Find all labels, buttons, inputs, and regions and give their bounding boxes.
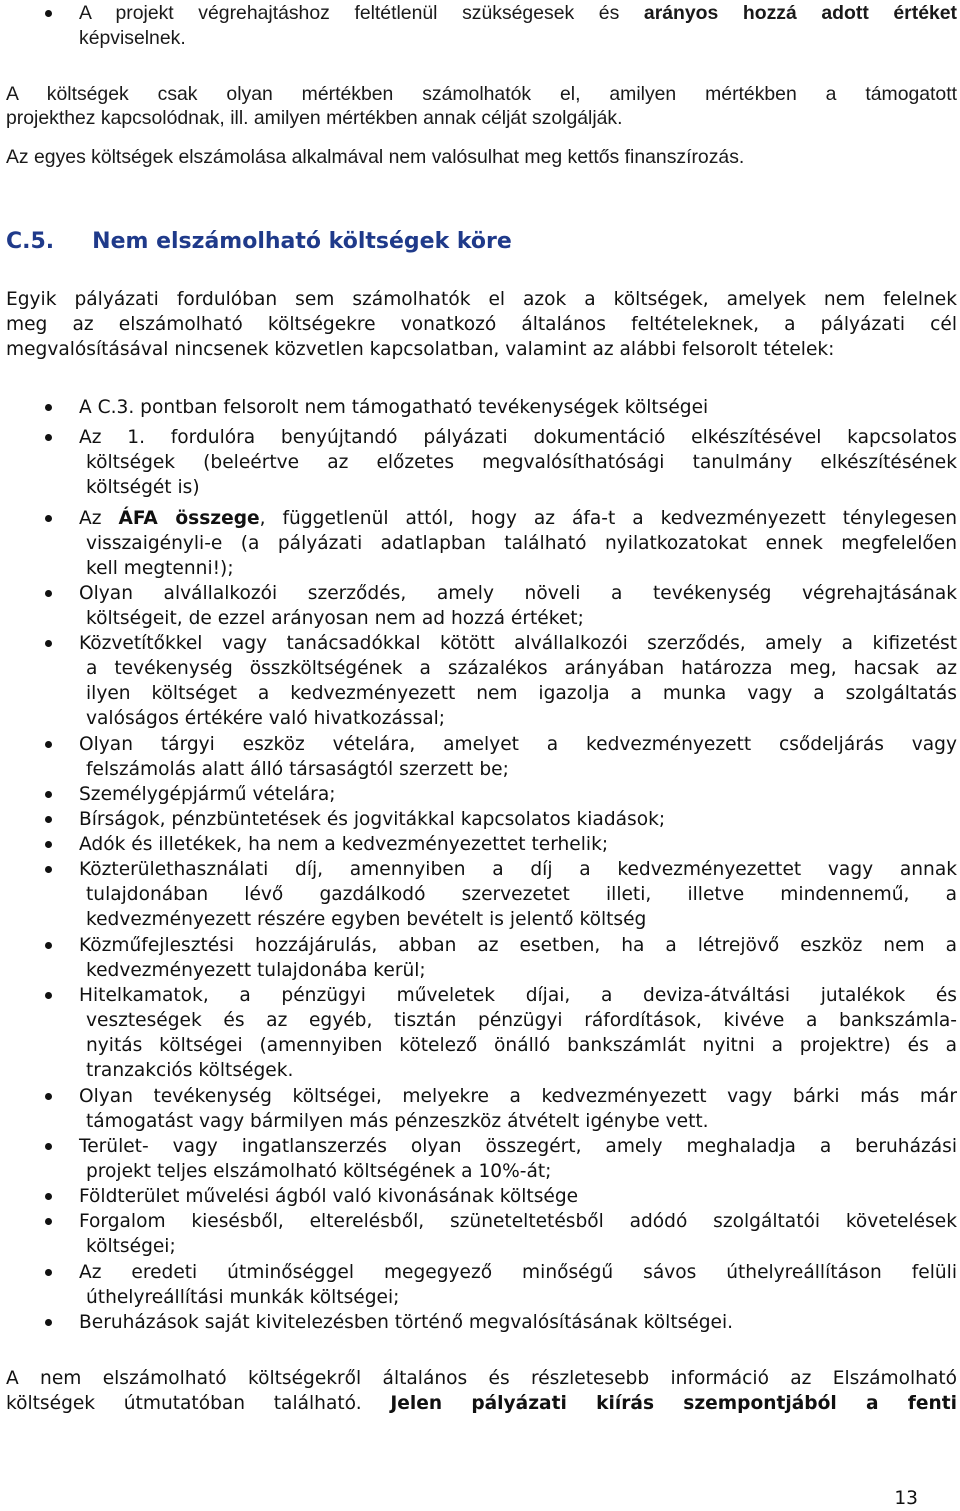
list-item-5-line-4: valóságos értékére való hivatkozással; xyxy=(86,708,446,729)
list-item-18: Beruházások saját kivitelezésben történő megvalósításának költségei. xyxy=(79,1312,734,1333)
list-item-12-line-1: Hitelkamatok, a pénzügyi műveletek díjai, a deviza-átváltási jutalékok és xyxy=(79,985,957,1006)
list-item-10-line-3: kedvezményezett részére egyben bevételt is jelentő költség xyxy=(86,909,647,930)
bullet-icon xyxy=(45,1269,52,1276)
list-item-11-line-2: kedvezményezett tulajdonába kerül; xyxy=(86,960,426,981)
list-item-6-line-2: felszámolás alatt álló társaságtól szerzett be; xyxy=(86,759,509,780)
paragraph-2: Az egyes költségek elszámolása alkalmával nem valósulhat meg kettős finanszírozás. xyxy=(6,146,745,168)
closing-line-2 xyxy=(6,1391,957,1416)
list-item-3-line-2: visszaigényli-e (a pályázati adatlapban található nyilatkozatokat ennek megfelelően xyxy=(86,533,957,554)
list-item-3-bold: ÁFA összege xyxy=(118,508,260,529)
bullet-icon xyxy=(45,640,52,647)
bullet-icon xyxy=(45,1193,52,1200)
list-item-14-line-1: Terület- vagy ingatlanszerzés olyan összegért, amely meghaladja a beruházási xyxy=(79,1136,957,1157)
list-item-17-line-2: úthelyreállítási munkák költségei; xyxy=(86,1287,400,1308)
list-item-2-line-3: költségét is) xyxy=(86,477,200,498)
bullet-icon xyxy=(45,1218,52,1225)
page-number: 13 xyxy=(894,1488,918,1509)
top-bullet-line-1 xyxy=(79,1,957,26)
list-item-13-line-2: támogatást vagy bármilyen más pénzeszköz átvételt igénybe vett. xyxy=(86,1111,709,1132)
bullet-icon xyxy=(45,816,52,823)
intro-line-1: Egyik pályázati fordulóban sem számolhatók el azok a költségek, amelyek nem felelnek xyxy=(6,289,957,310)
list-item-5-line-2: a tevékenység összköltségének a százalékos arányában határozza meg, hacsak az xyxy=(86,658,957,679)
intro-line-3: megvalósításával nincsenek közvetlen kapcsolatban, valamint az alábbi felsorolt tételek: xyxy=(6,339,835,360)
bullet-icon xyxy=(45,866,52,873)
list-item-2-line-1: Az 1. fordulóra benyújtandó pályázati dokumentáció elkészítésével kapcsolatos xyxy=(79,427,957,448)
list-item-15: Földterület művelési ágból való kivonásának költsége xyxy=(79,1186,579,1207)
list-item-3-text-rest: , függetlenül attól, hogy az áfa-t a kedvezményezett ténylegesen xyxy=(259,508,958,529)
list-item-9: Adók és illetékek, ha nem a kedvezményezettet terhelik; xyxy=(79,834,609,855)
top-bullet-line-2: képviselnek. xyxy=(79,27,186,49)
list-item-12-line-4: tranzakciós költségek. xyxy=(86,1060,294,1081)
list-item-12-line-2: veszteségek és az egyéb, tisztán pénzügyi ráfordítások, kivéve a bankszámla- xyxy=(86,1010,957,1031)
list-item-3-line-3: kell megtenni!); xyxy=(86,558,234,579)
top-bullet-bold: arányos hozzá adott értéket xyxy=(643,2,957,24)
list-item-3-text: Az xyxy=(79,508,119,529)
paragraph-1-line-1: A költségek csak olyan mértékben számolhatók el, amilyen mértékben a támogatott xyxy=(6,83,957,105)
list-item-10-line-2: tulajdonában lévő gazdálkodó szervezetet illeti, illetve mindennemű, a xyxy=(86,884,957,905)
list-item-11-line-1: Közműfejlesztési hozzájárulás, abban az esetben, ha a létrejövő eszköz nem a xyxy=(79,935,957,956)
bullet-icon xyxy=(45,590,52,597)
list-item-16-line-2: költségei; xyxy=(86,1236,176,1257)
intro-line-2: meg az elszámolható költségekre vonatkozó általános feltételeknek, a pályázati cél xyxy=(6,314,957,335)
bullet-icon xyxy=(45,1093,52,1100)
list-item-1: A C.3. pontban felsorolt nem támogatható tevékenységek költségei xyxy=(79,397,709,418)
bullet-icon xyxy=(45,942,52,949)
section-title: Nem elszámolható költségek köre xyxy=(92,229,512,254)
paragraph-1-line-2: projekthez kapcsolódnak, ill. amilyen mértékben annak célját szolgálják. xyxy=(6,107,623,129)
list-item-12-line-3: nyitás költségei (amennyiben kötelező önálló bankszámlát nyitni a projektre) és a xyxy=(86,1035,957,1056)
closing-bold: Jelen pályázati kiírás szempontjából a fenti xyxy=(390,1393,957,1414)
bullet-icon xyxy=(45,1143,52,1150)
bullet-icon xyxy=(45,992,52,999)
list-item-4-line-2: költségeit, de ezzel arányosan nem ad hozzá értéket; xyxy=(86,608,584,629)
list-item-3-line-1 xyxy=(79,506,957,531)
list-item-2-line-2: költségek (beleértve az előzetes megvalósíthatósági tanulmány elkészítésének xyxy=(86,452,957,473)
bullet-icon xyxy=(45,404,52,411)
list-item-6-line-1: Olyan tárgyi eszköz vételára, amelyet a kedvezményezett csődeljárás vagy xyxy=(79,734,957,755)
list-item-5-line-1: Közvetítőkkel vagy tanácsadókkal kötött alvállalkozói szerződés, amely a kifizetést xyxy=(79,633,957,654)
section-heading xyxy=(6,228,512,256)
bullet-icon xyxy=(45,515,52,522)
list-item-16-line-1: Forgalom kiesésből, elterelésből, szüneteltetésből adódó szolgáltatói követelések xyxy=(79,1211,957,1232)
section-number: C.5. xyxy=(6,229,55,254)
list-item-17-line-1: Az eredeti útminőséggel megegyező minőségű sávos úthelyreállításon felüli xyxy=(79,1262,957,1283)
bullet-icon xyxy=(45,791,52,798)
bullet-icon xyxy=(45,10,52,17)
list-item-13-line-1: Olyan tevékenység költségei, melyekre a kedvezményezett vagy bárki más már xyxy=(79,1086,957,1107)
list-item-4-line-1: Olyan alvállalkozói szerződés, amely növeli a tevékenység végrehajtásának xyxy=(79,583,957,604)
bullet-icon xyxy=(45,841,52,848)
closing-line-1: A nem elszámolható költségekről általános és részletesebb információ az Elszámolható xyxy=(6,1368,957,1389)
top-bullet-text: A projekt végrehajtáshoz feltétlenül szükségesek és xyxy=(79,2,644,24)
bullet-icon xyxy=(45,1319,52,1326)
list-item-14-line-2: projekt teljes elszámolható költségének a 10%-át; xyxy=(86,1161,552,1182)
list-item-8: Bírságok, pénzbüntetések és jogvitákkal kapcsolatos kiadások; xyxy=(79,809,666,830)
list-item-7: Személygépjármű vételára; xyxy=(79,784,336,805)
list-item-5-line-3: ilyen költséget a kedvezményezett nem igazolja a munka vagy a szolgáltatás xyxy=(86,683,957,704)
closing-text: költségek útmutatóban található. xyxy=(6,1393,391,1414)
list-item-10-line-1: Közterülethasználati díj, amennyiben a díj a kedvezményezettet vagy annak xyxy=(79,859,957,880)
bullet-icon xyxy=(45,741,52,748)
bullet-icon xyxy=(45,434,52,441)
